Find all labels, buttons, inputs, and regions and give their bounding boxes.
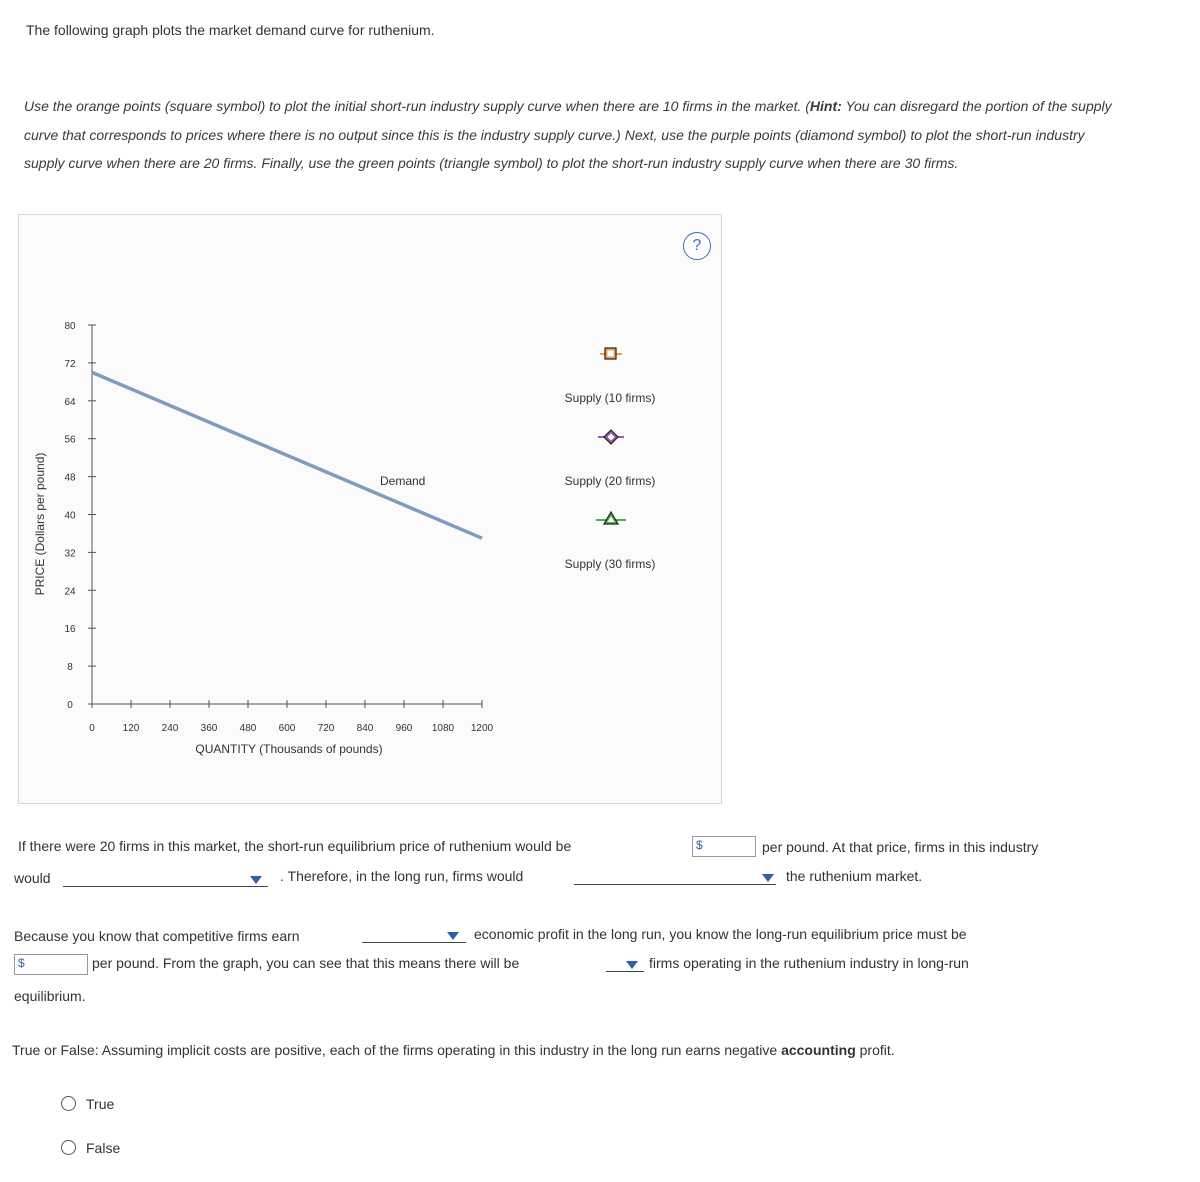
q2-text-a: Because you know that competitive firms earn [14, 928, 300, 944]
currency-symbol: $ [696, 838, 703, 852]
x-tick-label: 720 [317, 723, 335, 734]
chart-series [92, 372, 482, 538]
legend-supply-10[interactable] [600, 348, 622, 359]
x-tick-label: 480 [239, 723, 257, 734]
demand-curve [92, 372, 482, 538]
q1-price-input[interactable] [692, 836, 756, 857]
x-tick-label: 240 [161, 723, 179, 734]
chart-axes [64, 321, 493, 734]
false-radio[interactable] [61, 1140, 76, 1155]
y-tick-label: 56 [64, 434, 76, 446]
legend-label-supply-30: Supply (30 firms) [564, 557, 656, 571]
q1-profit-dropdown[interactable] [63, 870, 268, 887]
legend-supply-20[interactable] [598, 430, 624, 444]
q3-prefix: True or False: Assuming implicit costs are positive, each of the firms operating in this industry in the long run earns negative [12, 1042, 782, 1058]
q2-text-d: firms operating in the ruthenium industry in long-run [649, 955, 969, 971]
x-tick-label: 120 [122, 723, 140, 734]
q3-bold: accounting [781, 1042, 856, 1058]
q2-text-c: per pound. From the graph, you can see that this means there will be [92, 955, 520, 971]
question-title: The following graph plots the market demand curve for ruthenium. [26, 22, 435, 38]
true-radio[interactable] [61, 1096, 76, 1111]
y-tick-label: 8 [67, 662, 73, 674]
y-tick-label: 0 [67, 700, 73, 711]
true-label: True [86, 1096, 115, 1112]
q1-text-b: per pound. At that price, firms in this industry [762, 839, 1039, 855]
hint-label: Hint: [809, 98, 842, 114]
demand-label: Demand [380, 474, 426, 488]
chevron-down-icon[interactable] [447, 932, 459, 940]
q3-question [12, 1042, 895, 1058]
y-tick-label: 16 [64, 624, 76, 636]
q1-text-d: . Therefore, in the long run, firms would [280, 868, 524, 884]
q1-text-a: If there were 20 firms in this market, the short-run equilibrium price of ruthenium would be [18, 838, 572, 854]
chevron-down-icon[interactable] [250, 876, 262, 884]
y-tick-label: 24 [64, 586, 76, 598]
y-tick-label: 80 [64, 321, 76, 332]
q1-text-e: the ruthenium market. [786, 868, 923, 884]
legend-supply-30[interactable] [596, 512, 626, 524]
q1-entry-dropdown[interactable] [574, 868, 776, 885]
q2-firms-dropdown[interactable] [606, 955, 644, 972]
y-tick-label: 48 [64, 472, 76, 484]
false-label: False [86, 1140, 121, 1156]
x-tick-label: 600 [278, 723, 296, 734]
legend-label-supply-10: Supply (10 firms) [564, 391, 656, 405]
x-tick-label: 1200 [470, 723, 494, 734]
x-tick-label: 0 [89, 723, 95, 734]
q2-text-b: economic profit in the long run, you know the long-run equilibrium price must be [474, 926, 967, 942]
x-tick-label: 840 [356, 723, 374, 734]
y-tick-label: 72 [64, 358, 76, 370]
help-icon[interactable]: ? [683, 232, 711, 260]
y-tick-label: 32 [64, 548, 76, 560]
q1-text-c: would [14, 870, 51, 886]
currency-symbol: $ [18, 956, 25, 970]
y-axis-label: PRICE (Dollars per pound) [33, 452, 47, 596]
x-tick-label: 960 [395, 723, 413, 734]
instructions-part2: You can disregard the portion of the supply curve that corresponds to prices where there is no output since this is the industry supply curve.) Next, use the purple points (diamond symbol) to plot the short-run industry supply curve when there are 20 firms. Finally, use the green points (triangle symbol) to plot the short-run industry supply curve when there are 30 firms. [24, 98, 1112, 171]
x-tick-label: 360 [200, 723, 218, 734]
legend-label-supply-20: Supply (20 firms) [564, 474, 656, 488]
q2-text-e: equilibrium. [14, 988, 86, 1004]
q3-suffix: profit. [855, 1042, 895, 1058]
instructions-part1: Use the orange points (square symbol) to plot the initial short-run industry supply curve when there are 10 firms in the market. ( [24, 98, 810, 114]
chevron-down-icon[interactable] [626, 961, 638, 969]
y-tick-label: 40 [64, 510, 76, 522]
x-tick-label: 1080 [431, 723, 455, 734]
chevron-down-icon[interactable] [762, 874, 774, 882]
x-axis-label: QUANTITY (Thousands of pounds) [195, 742, 383, 756]
q2-price-input[interactable] [14, 954, 88, 975]
y-tick-label: 64 [64, 396, 76, 408]
